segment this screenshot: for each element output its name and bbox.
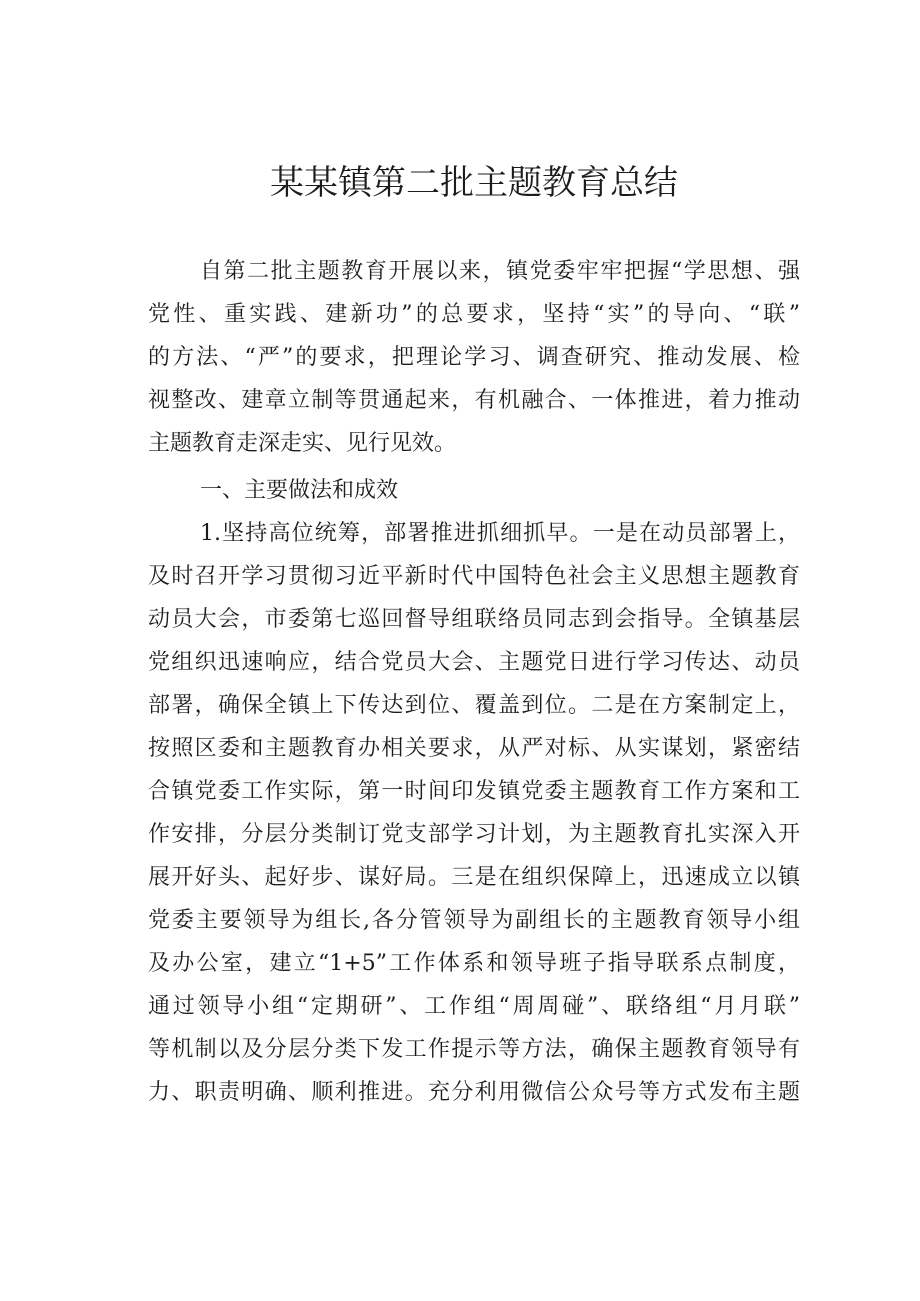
paragraph-line: 部署，确保全镇上下传达到位、覆盖到位。二是在方案制定上， bbox=[148, 693, 800, 718]
paragraph-line: 1.坚持高位统筹，部署推进抓细抓早。一是在动员部署上， bbox=[200, 521, 800, 546]
paragraph-line: 力、职责明确、顺利推进。充分利用微信公众号等方式发布主题 bbox=[148, 1080, 800, 1105]
paragraph-line: 的方法、“严”的要求，把理论学习、调查研究、推动发展、检 bbox=[148, 345, 800, 370]
paragraph-line: 视整改、建章立制等贯通起来，有机融合、一体推进，着力推动 bbox=[148, 388, 800, 413]
paragraph-line: 党性、重实践、建新功”的总要求，坚持“实”的导向、“联” bbox=[148, 302, 800, 327]
paragraph-line: 作安排，分层分类制订党支部学习计划，为主题教育扎实深入开 bbox=[148, 822, 800, 847]
paragraph-line: 动员大会，市委第七巡回督导组联络员同志到会指导。全镇基层 bbox=[148, 607, 800, 632]
paragraph-line: 自第二批主题教育开展以来，镇党委牢牢把握“学思想、强 bbox=[200, 259, 800, 284]
paragraph-line: 主题教育走深走实、见行见效。 bbox=[148, 431, 457, 456]
paragraph-line: 通过领导小组“定期研”、工作组“周周碰”、联络组“月月联” bbox=[148, 994, 800, 1019]
paragraph-line: 展开好头、起好步、谋好局。三是在组织保障上，迅速成立以镇 bbox=[148, 865, 800, 890]
document-title: 某某镇第二批主题教育总结 bbox=[270, 163, 678, 203]
section-heading: 一、主要做法和成效 bbox=[200, 478, 399, 503]
paragraph-line: 等机制以及分层分类下发工作提示等方法，确保主题教育领导有 bbox=[148, 1037, 800, 1062]
paragraph-line: 及办公室，建立“1+5”工作体系和领导班子指导联系点制度， bbox=[148, 951, 800, 976]
section-1-paragraph bbox=[148, 512, 800, 1114]
paragraph-line: 合镇党委工作实际，第一时间印发镇党委主题教育工作方案和工 bbox=[148, 779, 800, 804]
paragraph-line: 党委主要领导为组长,各分管领导为副组长的主题教育领导小组 bbox=[148, 908, 800, 933]
document-body bbox=[148, 250, 800, 1114]
paragraph-line: 及时召开学习贯彻习近平新时代中国特色社会主义思想主题教育 bbox=[148, 564, 800, 589]
intro-paragraph bbox=[148, 250, 800, 465]
paragraph-line: 党组织迅速响应，结合党员大会、主题党日进行学习传达、动员 bbox=[148, 650, 800, 675]
paragraph-line: 按照区委和主题教育办相关要求，从严对标、从实谋划，紧密结 bbox=[148, 736, 800, 761]
